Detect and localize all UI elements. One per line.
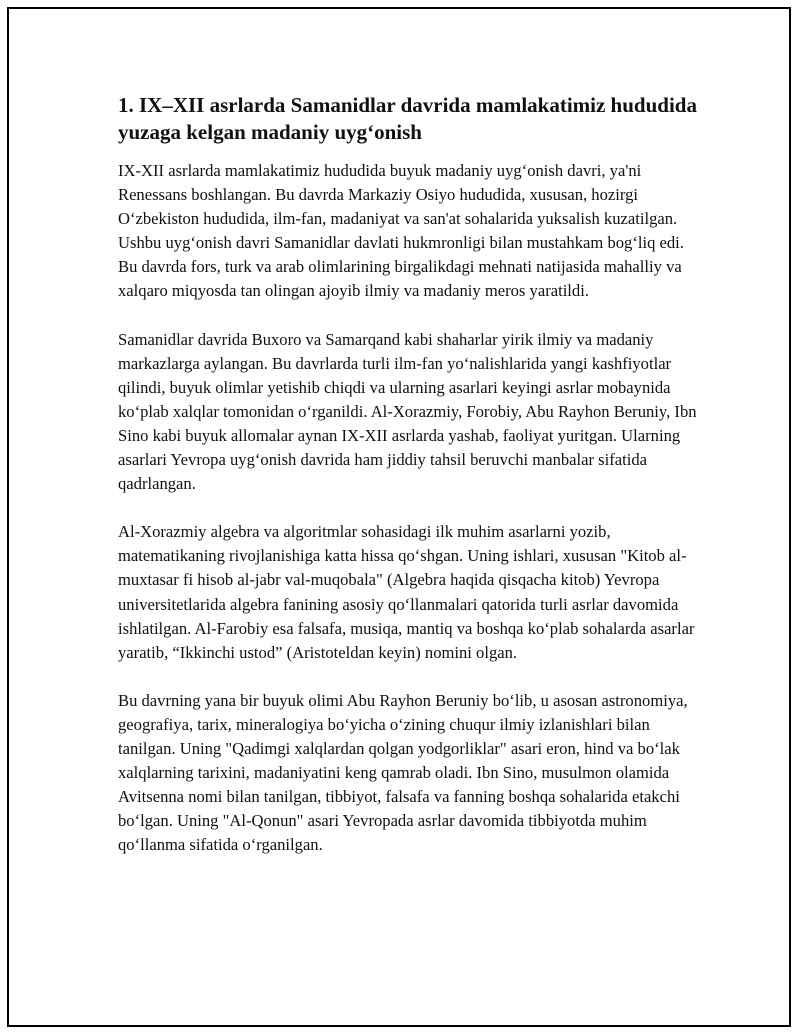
document-body (118, 92, 698, 881)
section-title: 1. IX–XII asrlarda Samanidlar davrida mamlakatimiz hududida yuzaga kelgan madaniy uyg‘onish (118, 93, 697, 144)
paragraph-1: IX-XII asrlarda mamlakatimiz hududida buyuk madaniy uyg‘onish davri, ya'ni Renessans boshlangan. Bu davrda Markaziy Osiyo hududida, xususan, hozirgi O‘zbekiston hududida, ilm-fan, madaniyat va san'at sohalarida yuksalish kuzatilgan. Ushbu uyg‘onish davri Samanidlar davlati hukmronligi bilan mustahkam bog‘liq edi. Bu davrda fors, turk va arab olimlarining birgalikdagi mehnati natijasida mahalliy va xalqaro miqyosda tan olingan ajoyib ilmiy va madaniy meros yaratildi. (118, 161, 684, 301)
paragraph-4: Bu davrning yana bir buyuk olimi Abu Rayhon Beruniy bo‘lib, u asosan astronomiya, geografiya, tarix, mineralogiya bo‘yicha o‘zining chuqur ilmiy izlanishlari bilan tanilgan. Uning "Qadimgi xalqlardan qolgan yodgorliklar" asari eron, hind va bo‘lak xalqlarning tarixini, madaniyatini keng qamrab oladi. Ibn Sino, musulmon olamida Avitsenna nomi bilan tanilgan, tibbiyot, falsafa va fanning boshqa sohalarida etakchi bo‘lgan. Uning "Al-Qonun" asari Yevropada asrlar davomida tibbiyotda muhim qo‘llanma sifatida o‘rganilgan. (118, 690, 688, 855)
paragraph-3: Al-Xorazmiy algebra va algoritmlar sohasidagi ilk muhim asarlarni yozib, matematikaning rivojlanishiga katta hissa qo‘shgan. Uning ishlari, xususan "Kitob al-muxtasar fi hisob al-jabr val-muqobala" (Algebra haqida qisqacha kitob) Yevropa universitetlarida algebra fanining asosiy qo‘llanmalari qatorida turli asrlar davomida ishlatilgan. Al-Farobiy esa falsafa, musiqa, mantiq va boshqa ko‘plab sohalarda asarlar yaratib, “Ikkinchi ustod” (Aristoteldan keyin) nomini olgan. (118, 522, 695, 662)
paragraph-2: Samanidlar davrida Buxoro va Samarqand kabi shaharlar yirik ilmiy va madaniy markazlarga aylangan. Bu davrlarda turli ilm-fan yo‘nalishlarida yangi kashfiyotlar qilindi, buyuk olimlar yetishib chiqdi va ularning asarlari keyingi asrlar mobaynida ko‘plab xalqlar tomonidan o‘rganildi. Al-Xorazmiy, Forobiy, Abu Rayhon Beruniy, Ibn Sino kabi buyuk allomalar aynan IX-XII asrlarda yashab, faoliyat yuritgan. Ularning asarlari Yevropa uyg‘onish davrida ham jiddiy tahsil beruvchi manbalar sifatida qadrlangan. (118, 329, 697, 494)
